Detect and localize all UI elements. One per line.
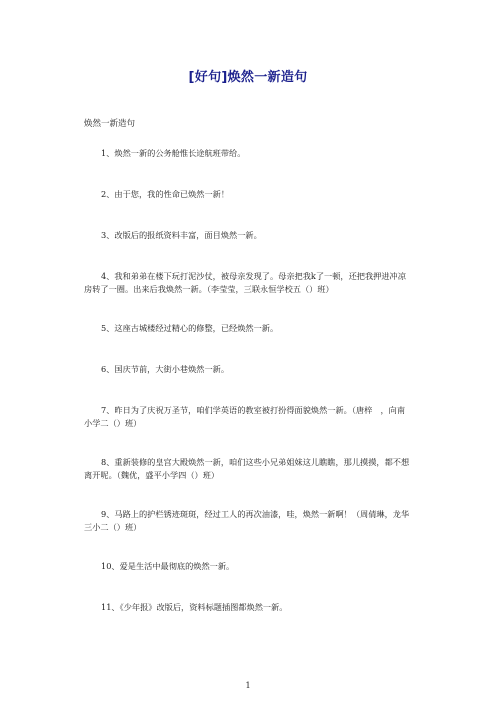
sentence-item: 1、焕然一新的公务舱惟长途航班带给。 bbox=[101, 148, 246, 158]
sentence-item: 9、马路上的护栏锈迹斑斑，经过工人的再次油漆，哇，焕然一新啊！（周倩琳，龙华三小二（）班） bbox=[84, 509, 410, 532]
sentence-item: 4、我和弟弟在楼下玩打泥沙仗，被母亲发现了。母亲把我k了一顿，还把我押进冲凉房转了一圈。出来后我焕然一新。（李莹莹，三联永恒学校五（）班） bbox=[84, 271, 406, 294]
document-title: [好句]焕然一新造句 bbox=[188, 70, 308, 85]
page-number: 1 bbox=[245, 681, 251, 690]
sentence-item: 5、这座古城楼经过精心的修整，已经焕然一新。 bbox=[101, 323, 279, 333]
sentence-list bbox=[84, 147, 410, 642]
sentence-item: 7、昨日为了庆祝万圣节，咱们学英语的教室被打扮得面貌焕然一新。（唐梓 ，向南小学二（）班） bbox=[84, 405, 406, 428]
sentence-item: 3、改版后的报纸资料丰富，面目焕然一新。 bbox=[101, 230, 262, 240]
sentence-item: 6、国庆节前，大街小巷焕然一新。 bbox=[101, 364, 230, 374]
document-subtitle: 焕然一新造句 bbox=[84, 119, 136, 129]
sentence-item: 8、重新装修的皇宫大殿焕然一新，咱们这些小兄弟姐妹这儿瞧瞧，那儿摸摸，都不想离开呢。（魏优，盛平小学四（）班） bbox=[84, 457, 410, 480]
sentence-item: 10、爱是生活中最彻底的焕然一新。 bbox=[101, 561, 235, 571]
sentence-item: 2、由于您，我的性命已焕然一新！ bbox=[101, 189, 230, 199]
sentence-item: 11、《少年报》改版后，资料标题插图都焕然一新。 bbox=[101, 602, 288, 612]
